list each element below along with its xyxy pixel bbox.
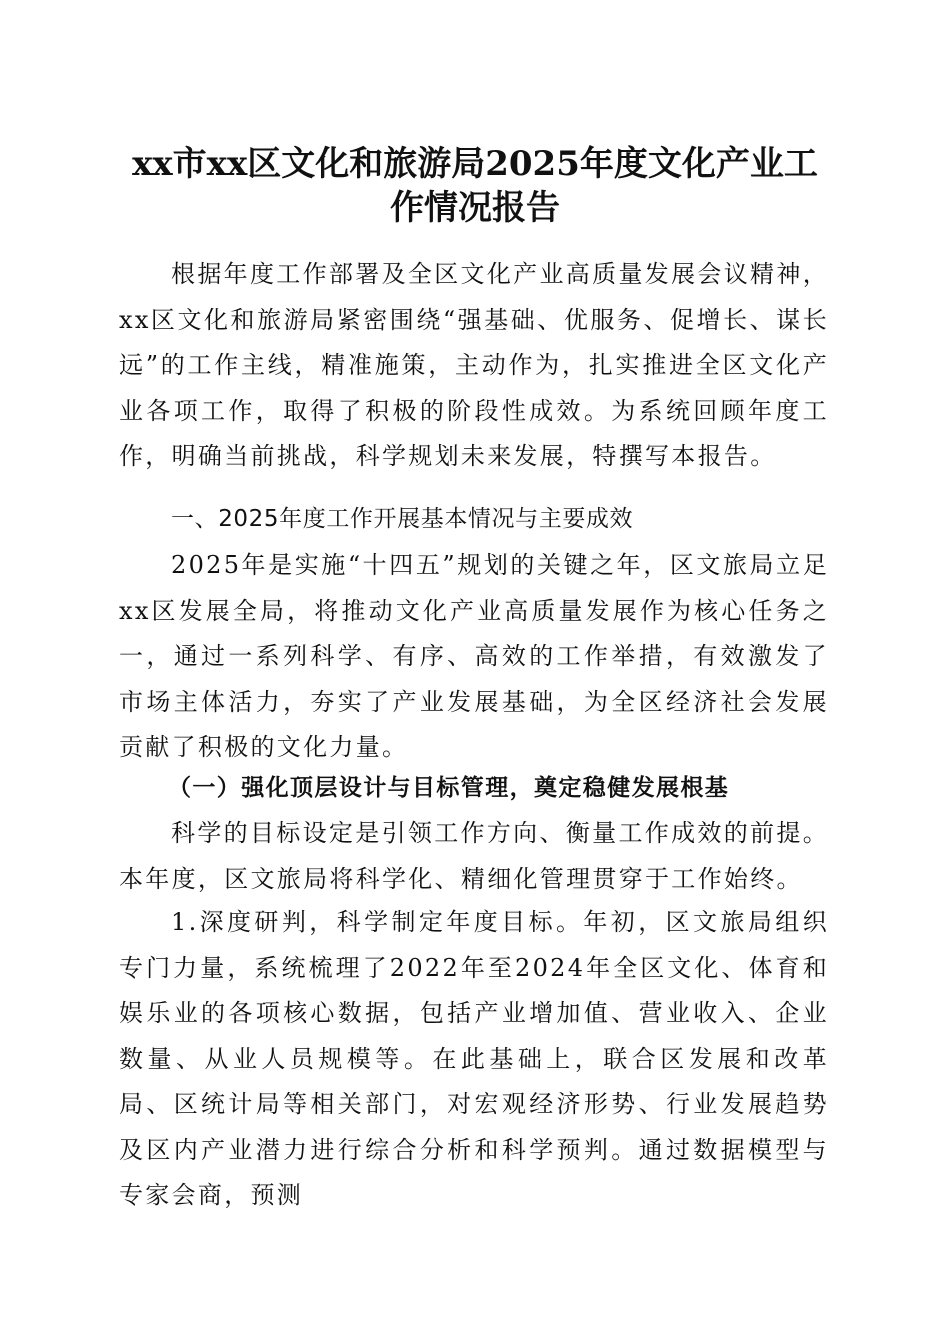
paragraph-intro: 根据年度工作部署及全区文化产业高质量发展会议精神，xx区文化和旅游局紧密围绕“强基础、优服务、促增长、谋长远”的工作主线，精准施策，主动作为，扎实推进全区文化产业各项工作，取得了积极的阶段性成效。为系统回顾年度工作，明确当前挑战，科学规划未来发展，特撰写本报告。 [119,260,829,470]
subsection-heading-1: （一）强化顶层设计与目标管理，奠定稳健发展根基 [168,774,730,801]
paragraph-item-1: 1.深度研判，科学制定年度目标。年初，区文旅局组织专门力量，系统梳理了2022年至2024年全区文化、体育和娱乐业的各项核心数据，包括产业增加值、营业收入、企业数量、从业人员规模等。在此基础上，联合区发展和改革局、区统计局等相关部门，对宏观经济形势、行业发展趋势及区内产业潜力进行综合分析和科学预判。通过数据模型与专家会商，预测 [119,908,829,1209]
paragraph-subsection-1: 科学的目标设定是引领工作方向、衡量工作成效的前提。本年度，区文旅局将科学化、精细化管理贯穿于工作始终。 [119,819,829,893]
document-title-line-1: xx市xx区文化和旅游局2025年度文化产业工 [132,144,818,184]
paragraph-section-1: 2025年是实施“十四五”规划的关键之年，区文旅局立足xx区发展全局，将推动文化产业高质量发展作为核心任务之一，通过一系列科学、有序、高效的工作举措，有效激发了市场主体活力，夯实了产业发展基础，为全区经济社会发展贡献了积极的文化力量。 [119,551,829,761]
document-title-line-2: 作情况报告 [390,188,560,228]
section-heading-1: 一、2025年度工作开展基本情况与主要成效 [171,506,634,532]
